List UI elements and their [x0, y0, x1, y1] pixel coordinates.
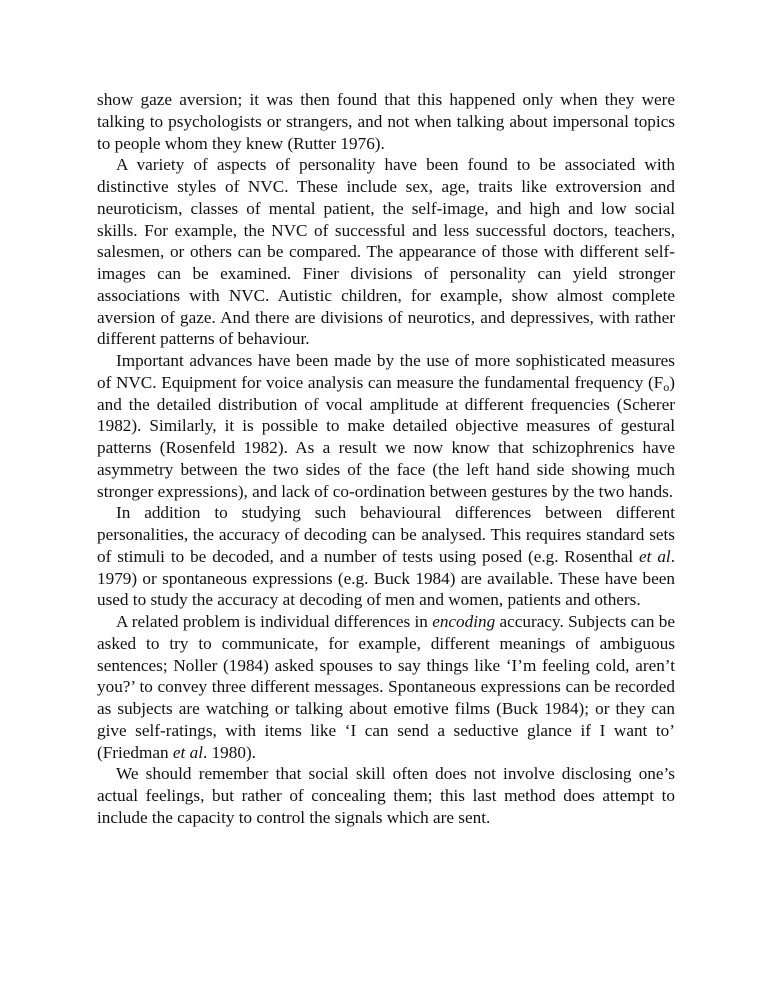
paragraph-1: [97, 89, 675, 154]
paragraph-text: In addition to studying such behavioural differences between different personalities, the accuracy of decoding can be analysed. This requires standard sets of stimuli to be decoded, and a number of tests using posed (e.g. Rosenthal: [97, 503, 675, 566]
paragraph-text: We should remember that social skill often does not involve disclosing one’s actual feelings, but rather of concealing them; this last method does attempt to include the capacity to control the signals which are sent.: [97, 764, 675, 827]
paragraph-text: show gaze aversion; it was then found that this happened only when they were talking to psychologists or strangers, and not when talking about impersonal topics to people whom they knew (Rutter 1976).: [97, 90, 675, 153]
paragraph-text: . 1979) or spontaneous expressions (e.g. Buck 1984) are available. These have been used to study the accuracy at decoding of men and women, patients and others.: [97, 546, 675, 610]
paragraph-text: A variety of aspects of personality have been found to be associated with distinctive styles of NVC. These include sex, age, traits like extroversion and neuroticism, classes of mental patient, the self-image, and high and low social skills. For example, the NVC of successful and less successful doctors, teachers, salesmen, or others can be compared. The appearance of those with different self-images can be examined. Finer divisions of personality can yield stronger associations with NVC. Autistic children, for example, show almost complete aversion of gaze. And there are divisions of neurotics, and depressives, with rather different patterns of behaviour.: [97, 155, 675, 349]
paragraph-text: ) and the detailed distribution of vocal amplitude at different frequencies (Scherer 1982). Similarly, it is possible to make detailed objective measures of gestural patterns (Rosenfeld 1982). As a result we now know that schizophrenics have asymmetry between the two sides of the face (the left hand side showing much stronger expressions), and lack of co-ordination between gestures by the two hands.: [97, 372, 675, 501]
paragraph-4: [97, 502, 675, 611]
paragraph-2: [97, 154, 675, 350]
paragraph-text: Important advances have been made by the use of more sophisticated measures of NVC. Equipment for voice analysis can measure the fundamental frequency (F: [97, 351, 675, 392]
subscript-text: o: [663, 379, 670, 394]
paragraph-text: accuracy. Subjects can be asked to try to communicate, for example, different meanings of ambiguous sentences; Noller (1984) asked spouses to say things like ‘I’m feeling cold, aren’t you?’ to convey three different messages. Spontaneous expressions can be recorded as subjects are watching or talking about emotive films (Buck 1984); or they can give self-ratings, with items like ‘I can send a seductive glance if I want to’ (Friedman: [97, 612, 675, 762]
paragraph-text: A related problem is individual differences in: [116, 612, 433, 631]
document-page: [97, 89, 675, 829]
italic-text: encoding: [432, 612, 496, 631]
paragraph-text: . 1980).: [202, 742, 256, 762]
paragraph-5: [97, 611, 675, 763]
italic-text: et al: [172, 742, 203, 762]
paragraph-3: [97, 350, 675, 502]
paragraph-6: [97, 763, 675, 828]
italic-text: et al: [639, 546, 671, 566]
